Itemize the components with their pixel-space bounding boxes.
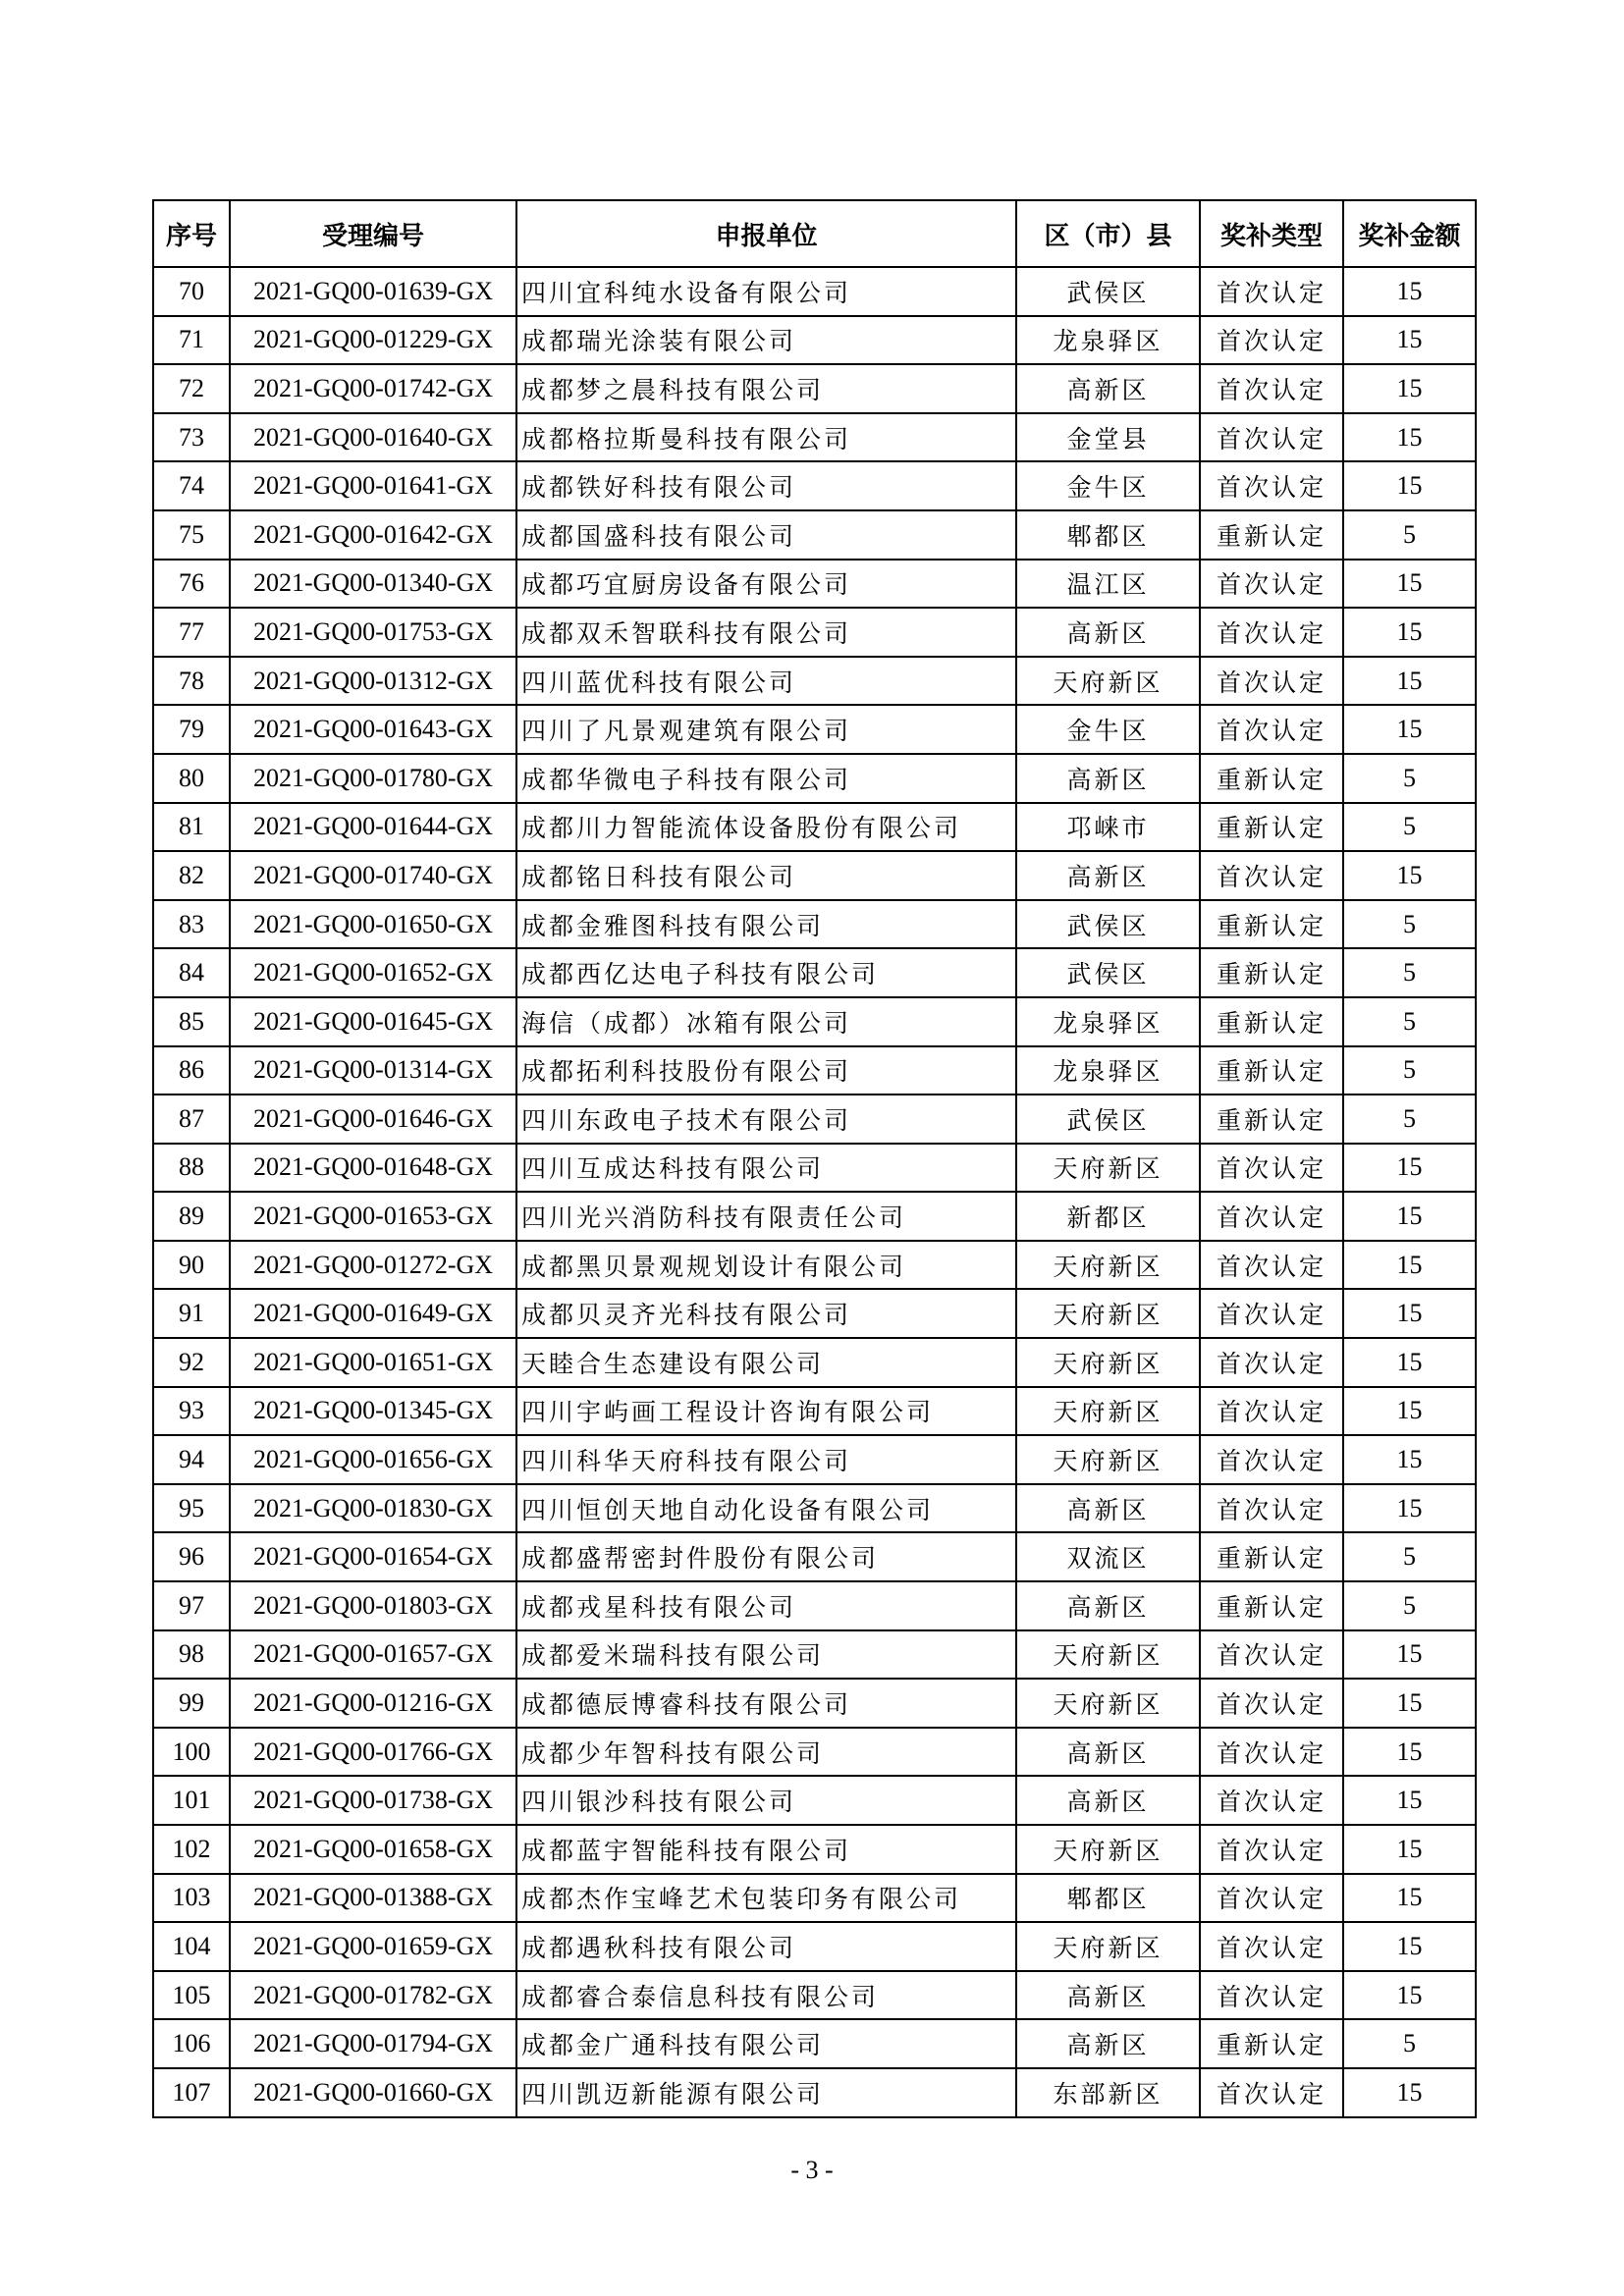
- district-cell: 龙泉驿区: [1016, 1046, 1200, 1095]
- acceptance-number-cell: 2021-GQ00-01794-GX: [230, 2019, 516, 2068]
- award-amount-cell: 15: [1343, 1922, 1476, 1971]
- district-cell: 天府新区: [1016, 1289, 1200, 1338]
- acceptance-number-cell: 2021-GQ00-01645-GX: [230, 997, 516, 1046]
- table-row: [153, 2068, 1476, 2117]
- acceptance-number-cell: 2021-GQ00-01651-GX: [230, 1338, 516, 1387]
- award-amount-cell: 5: [1343, 1532, 1476, 1581]
- seq-cell: 107: [153, 2068, 230, 2117]
- seq-cell: 85: [153, 997, 230, 1046]
- seq-cell: 83: [153, 900, 230, 949]
- applicant-unit-cell: 四川了凡景观建筑有限公司: [516, 705, 1016, 754]
- applicant-unit-cell: 四川科华天府科技有限公司: [516, 1435, 1016, 1484]
- table-row: [153, 1776, 1476, 1825]
- acceptance-number-cell: 2021-GQ00-01656-GX: [230, 1435, 516, 1484]
- seq-cell: 88: [153, 1144, 230, 1193]
- district-cell: 武侯区: [1016, 948, 1200, 997]
- acceptance-number-cell: 2021-GQ00-01654-GX: [230, 1532, 516, 1581]
- table-row: [153, 1874, 1476, 1923]
- seq-cell: 100: [153, 1728, 230, 1777]
- table-row: [153, 1484, 1476, 1533]
- acceptance-number-cell: 2021-GQ00-01803-GX: [230, 1581, 516, 1630]
- district-cell: 龙泉驿区: [1016, 316, 1200, 365]
- seq-cell: 89: [153, 1192, 230, 1241]
- award-amount-cell: 15: [1343, 851, 1476, 900]
- applicant-unit-cell: 天睦合生态建设有限公司: [516, 1338, 1016, 1387]
- acceptance-number-cell: 2021-GQ00-01314-GX: [230, 1046, 516, 1095]
- award-type-cell: 重新认定: [1200, 510, 1343, 560]
- award-amount-cell: 5: [1343, 510, 1476, 560]
- award-type-cell: 首次认定: [1200, 1241, 1343, 1290]
- award-amount-cell: 5: [1343, 803, 1476, 852]
- district-cell: 天府新区: [1016, 657, 1200, 706]
- seq-cell: 72: [153, 364, 230, 413]
- acceptance-number-cell: 2021-GQ00-01649-GX: [230, 1289, 516, 1338]
- district-cell: 高新区: [1016, 608, 1200, 657]
- table-row: [153, 705, 1476, 754]
- award-type-cell: 首次认定: [1200, 608, 1343, 657]
- award-amount-cell: 15: [1343, 413, 1476, 462]
- acceptance-number-cell: 2021-GQ00-01782-GX: [230, 1971, 516, 2020]
- district-cell: 温江区: [1016, 560, 1200, 609]
- applicant-unit-cell: 四川宜科纯水设备有限公司: [516, 267, 1016, 316]
- table-row: [153, 997, 1476, 1046]
- seq-cell: 95: [153, 1484, 230, 1533]
- applicant-unit-cell: 成都格拉斯曼科技有限公司: [516, 413, 1016, 462]
- award-amount-cell: 15: [1343, 1241, 1476, 1290]
- award-amount-cell: 5: [1343, 754, 1476, 803]
- district-cell: 武侯区: [1016, 267, 1200, 316]
- table-row: [153, 316, 1476, 365]
- acceptance-number-cell: 2021-GQ00-01660-GX: [230, 2068, 516, 2117]
- table-row: [153, 1338, 1476, 1387]
- award-list-table: [152, 199, 1477, 2118]
- award-type-cell: 重新认定: [1200, 1581, 1343, 1630]
- district-cell: 天府新区: [1016, 1922, 1200, 1971]
- award-amount-cell: 15: [1343, 1630, 1476, 1680]
- award-type-cell: 首次认定: [1200, 1825, 1343, 1874]
- seq-cell: 92: [153, 1338, 230, 1387]
- seq-cell: 71: [153, 316, 230, 365]
- award-amount-cell: 5: [1343, 1095, 1476, 1144]
- table-row: [153, 560, 1476, 609]
- applicant-unit-cell: 成都睿合泰信息科技有限公司: [516, 1971, 1016, 2020]
- table-row: [153, 1192, 1476, 1241]
- acceptance-number-cell: 2021-GQ00-01740-GX: [230, 851, 516, 900]
- seq-cell: 103: [153, 1874, 230, 1923]
- acceptance-number-cell: 2021-GQ00-01652-GX: [230, 948, 516, 997]
- award-amount-cell: 5: [1343, 1581, 1476, 1630]
- applicant-unit-cell: 成都德辰博睿科技有限公司: [516, 1679, 1016, 1728]
- award-type-cell: 首次认定: [1200, 1922, 1343, 1971]
- applicant-unit-cell: 四川互成达科技有限公司: [516, 1144, 1016, 1193]
- applicant-unit-cell: 成都遇秋科技有限公司: [516, 1922, 1016, 1971]
- table-row: [153, 413, 1476, 462]
- acceptance-number-cell: 2021-GQ00-01642-GX: [230, 510, 516, 560]
- seq-cell: 106: [153, 2019, 230, 2068]
- applicant-unit-cell: 成都贝灵齐光科技有限公司: [516, 1289, 1016, 1338]
- seq-cell: 105: [153, 1971, 230, 2020]
- district-cell: 高新区: [1016, 851, 1200, 900]
- award-type-cell: 重新认定: [1200, 1532, 1343, 1581]
- acceptance-number-cell: 2021-GQ00-01653-GX: [230, 1192, 516, 1241]
- seq-cell: 104: [153, 1922, 230, 1971]
- seq-cell: 91: [153, 1289, 230, 1338]
- seq-cell: 84: [153, 948, 230, 997]
- district-cell: 龙泉驿区: [1016, 997, 1200, 1046]
- award-type-cell: 首次认定: [1200, 851, 1343, 900]
- table-row: [153, 754, 1476, 803]
- award-amount-cell: 15: [1343, 1338, 1476, 1387]
- district-cell: 高新区: [1016, 754, 1200, 803]
- district-cell: 东部新区: [1016, 2068, 1200, 2117]
- award-amount-cell: 15: [1343, 461, 1476, 510]
- seq-cell: 78: [153, 657, 230, 706]
- applicant-unit-cell: 成都华微电子科技有限公司: [516, 754, 1016, 803]
- district-cell: 天府新区: [1016, 1435, 1200, 1484]
- district-cell: 金牛区: [1016, 705, 1200, 754]
- district-cell: 新都区: [1016, 1192, 1200, 1241]
- table-row: [153, 1825, 1476, 1874]
- award-type-cell: 首次认定: [1200, 1484, 1343, 1533]
- award-type-cell: 重新认定: [1200, 997, 1343, 1046]
- district-cell: 郫都区: [1016, 1874, 1200, 1923]
- award-amount-cell: 5: [1343, 948, 1476, 997]
- applicant-unit-cell: 四川银沙科技有限公司: [516, 1776, 1016, 1825]
- award-type-cell: 首次认定: [1200, 267, 1343, 316]
- acceptance-number-cell: 2021-GQ00-01830-GX: [230, 1484, 516, 1533]
- award-type-cell: 首次认定: [1200, 1289, 1343, 1338]
- award-amount-cell: 15: [1343, 1971, 1476, 2020]
- award-amount-cell: 5: [1343, 1046, 1476, 1095]
- table-row: [153, 1387, 1476, 1436]
- district-cell: 金堂县: [1016, 413, 1200, 462]
- district-cell: 天府新区: [1016, 1679, 1200, 1728]
- district-cell: 高新区: [1016, 2019, 1200, 2068]
- award-type-cell: 重新认定: [1200, 900, 1343, 949]
- award-amount-cell: 15: [1343, 1825, 1476, 1874]
- seq-cell: 77: [153, 608, 230, 657]
- applicant-unit-cell: 成都爱米瑞科技有限公司: [516, 1630, 1016, 1680]
- award-amount-cell: 5: [1343, 900, 1476, 949]
- district-cell: 天府新区: [1016, 1387, 1200, 1436]
- award-type-cell: 首次认定: [1200, 1630, 1343, 1680]
- applicant-unit-cell: 成都铁好科技有限公司: [516, 461, 1016, 510]
- seq-cell: 81: [153, 803, 230, 852]
- applicant-unit-cell: 四川东政电子技术有限公司: [516, 1095, 1016, 1144]
- seq-cell: 87: [153, 1095, 230, 1144]
- award-type-cell: 首次认定: [1200, 1679, 1343, 1728]
- applicant-unit-cell: 海信（成都）冰箱有限公司: [516, 997, 1016, 1046]
- award-type-cell: 首次认定: [1200, 1776, 1343, 1825]
- acceptance-number-cell: 2021-GQ00-01643-GX: [230, 705, 516, 754]
- acceptance-number-cell: 2021-GQ00-01742-GX: [230, 364, 516, 413]
- table-row: [153, 1095, 1476, 1144]
- acceptance-number-cell: 2021-GQ00-01738-GX: [230, 1776, 516, 1825]
- seq-cell: 79: [153, 705, 230, 754]
- award-type-cell: 首次认定: [1200, 413, 1343, 462]
- seq-cell: 73: [153, 413, 230, 462]
- seq-cell: 102: [153, 1825, 230, 1874]
- applicant-unit-cell: 四川蓝优科技有限公司: [516, 657, 1016, 706]
- table-row: [153, 2019, 1476, 2068]
- seq-cell: 70: [153, 267, 230, 316]
- district-cell: 邛崃市: [1016, 803, 1200, 852]
- award-amount-cell: 15: [1343, 1776, 1476, 1825]
- applicant-unit-cell: 成都金雅图科技有限公司: [516, 900, 1016, 949]
- district-cell: 天府新区: [1016, 1825, 1200, 1874]
- award-type-cell: 重新认定: [1200, 2019, 1343, 2068]
- table-row: [153, 608, 1476, 657]
- acceptance-number-cell: 2021-GQ00-01388-GX: [230, 1874, 516, 1923]
- seq-cell: 80: [153, 754, 230, 803]
- award-type-cell: 首次认定: [1200, 1435, 1343, 1484]
- acceptance-number-cell: 2021-GQ00-01644-GX: [230, 803, 516, 852]
- applicant-unit-cell: 成都川力智能流体设备股份有限公司: [516, 803, 1016, 852]
- applicant-unit-cell: 四川恒创天地自动化设备有限公司: [516, 1484, 1016, 1533]
- acceptance-number-cell: 2021-GQ00-01312-GX: [230, 657, 516, 706]
- seq-cell: 96: [153, 1532, 230, 1581]
- award-amount-cell: 15: [1343, 316, 1476, 365]
- acceptance-number-cell: 2021-GQ00-01639-GX: [230, 267, 516, 316]
- header-award-amount: 奖补金额: [1343, 200, 1476, 267]
- award-type-cell: 重新认定: [1200, 803, 1343, 852]
- table-row: [153, 851, 1476, 900]
- applicant-unit-cell: 成都蓝宇智能科技有限公司: [516, 1825, 1016, 1874]
- district-cell: 高新区: [1016, 1971, 1200, 2020]
- applicant-unit-cell: 成都梦之晨科技有限公司: [516, 364, 1016, 413]
- acceptance-number-cell: 2021-GQ00-01766-GX: [230, 1728, 516, 1777]
- district-cell: 高新区: [1016, 1581, 1200, 1630]
- acceptance-number-cell: 2021-GQ00-01658-GX: [230, 1825, 516, 1874]
- applicant-unit-cell: 成都黑贝景观规划设计有限公司: [516, 1241, 1016, 1290]
- acceptance-number-cell: 2021-GQ00-01216-GX: [230, 1679, 516, 1728]
- award-amount-cell: 15: [1343, 1484, 1476, 1533]
- table-row: [153, 267, 1476, 316]
- seq-cell: 94: [153, 1435, 230, 1484]
- table-row: [153, 510, 1476, 560]
- award-type-cell: 重新认定: [1200, 948, 1343, 997]
- award-type-cell: 首次认定: [1200, 1874, 1343, 1923]
- applicant-unit-cell: 成都金广通科技有限公司: [516, 2019, 1016, 2068]
- header-award-type: 奖补类型: [1200, 200, 1343, 267]
- district-cell: 双流区: [1016, 1532, 1200, 1581]
- district-cell: 武侯区: [1016, 900, 1200, 949]
- acceptance-number-cell: 2021-GQ00-01641-GX: [230, 461, 516, 510]
- acceptance-number-cell: 2021-GQ00-01640-GX: [230, 413, 516, 462]
- acceptance-number-cell: 2021-GQ00-01646-GX: [230, 1095, 516, 1144]
- acceptance-number-cell: 2021-GQ00-01657-GX: [230, 1630, 516, 1680]
- applicant-unit-cell: 成都巧宜厨房设备有限公司: [516, 560, 1016, 609]
- table-row: [153, 900, 1476, 949]
- district-cell: 郫都区: [1016, 510, 1200, 560]
- acceptance-number-cell: 2021-GQ00-01780-GX: [230, 754, 516, 803]
- district-cell: 高新区: [1016, 364, 1200, 413]
- district-cell: 武侯区: [1016, 1095, 1200, 1144]
- award-amount-cell: 5: [1343, 2019, 1476, 2068]
- seq-cell: 82: [153, 851, 230, 900]
- seq-cell: 101: [153, 1776, 230, 1825]
- acceptance-number-cell: 2021-GQ00-01659-GX: [230, 1922, 516, 1971]
- table-row: [153, 1241, 1476, 1290]
- header-seq: 序号: [153, 200, 230, 267]
- award-amount-cell: 15: [1343, 1874, 1476, 1923]
- table-body: [153, 267, 1476, 2117]
- table-row: [153, 803, 1476, 852]
- district-cell: 高新区: [1016, 1776, 1200, 1825]
- applicant-unit-cell: 成都双禾智联科技有限公司: [516, 608, 1016, 657]
- award-amount-cell: 15: [1343, 705, 1476, 754]
- applicant-unit-cell: 四川光兴消防科技有限责任公司: [516, 1192, 1016, 1241]
- acceptance-number-cell: 2021-GQ00-01345-GX: [230, 1387, 516, 1436]
- award-amount-cell: 15: [1343, 1289, 1476, 1338]
- acceptance-number-cell: 2021-GQ00-01272-GX: [230, 1241, 516, 1290]
- table-row: [153, 364, 1476, 413]
- applicant-unit-cell: 成都盛帮密封件股份有限公司: [516, 1532, 1016, 1581]
- table-row: [153, 1144, 1476, 1193]
- table-header-row: [153, 200, 1476, 267]
- award-amount-cell: 15: [1343, 267, 1476, 316]
- award-type-cell: 首次认定: [1200, 461, 1343, 510]
- table-row: [153, 1971, 1476, 2020]
- award-type-cell: 重新认定: [1200, 1046, 1343, 1095]
- seq-cell: 98: [153, 1630, 230, 1680]
- district-cell: 天府新区: [1016, 1630, 1200, 1680]
- applicant-unit-cell: 成都西亿达电子科技有限公司: [516, 948, 1016, 997]
- seq-cell: 74: [153, 461, 230, 510]
- award-amount-cell: 15: [1343, 1387, 1476, 1436]
- table-row: [153, 1046, 1476, 1095]
- award-amount-cell: 15: [1343, 364, 1476, 413]
- header-applicant-unit: 申报单位: [516, 200, 1016, 267]
- award-amount-cell: 15: [1343, 560, 1476, 609]
- award-amount-cell: 15: [1343, 1144, 1476, 1193]
- acceptance-number-cell: 2021-GQ00-01650-GX: [230, 900, 516, 949]
- acceptance-number-cell: 2021-GQ00-01648-GX: [230, 1144, 516, 1193]
- applicant-unit-cell: 成都少年智科技有限公司: [516, 1728, 1016, 1777]
- seq-cell: 86: [153, 1046, 230, 1095]
- award-type-cell: 重新认定: [1200, 754, 1343, 803]
- table-row: [153, 948, 1476, 997]
- award-type-cell: 重新认定: [1200, 1095, 1343, 1144]
- award-type-cell: 首次认定: [1200, 560, 1343, 609]
- applicant-unit-cell: 成都国盛科技有限公司: [516, 510, 1016, 560]
- page-number: - 3 -: [790, 2156, 834, 2184]
- applicant-unit-cell: 成都杰作宝峰艺术包装印务有限公司: [516, 1874, 1016, 1923]
- table-row: [153, 1679, 1476, 1728]
- table-row: [153, 1728, 1476, 1777]
- award-type-cell: 首次认定: [1200, 364, 1343, 413]
- acceptance-number-cell: 2021-GQ00-01229-GX: [230, 316, 516, 365]
- award-type-cell: 首次认定: [1200, 657, 1343, 706]
- seq-cell: 76: [153, 560, 230, 609]
- table-row: [153, 1581, 1476, 1630]
- award-amount-cell: 15: [1343, 2068, 1476, 2117]
- district-cell: 天府新区: [1016, 1338, 1200, 1387]
- acceptance-number-cell: 2021-GQ00-01753-GX: [230, 608, 516, 657]
- header-acceptance-number: 受理编号: [230, 200, 516, 267]
- award-amount-cell: 15: [1343, 1679, 1476, 1728]
- award-amount-cell: 15: [1343, 1435, 1476, 1484]
- district-cell: 高新区: [1016, 1728, 1200, 1777]
- award-amount-cell: 15: [1343, 1728, 1476, 1777]
- table-row: [153, 1532, 1476, 1581]
- award-type-cell: 首次认定: [1200, 316, 1343, 365]
- award-type-cell: 首次认定: [1200, 1971, 1343, 2020]
- table-row: [153, 1630, 1476, 1680]
- seq-cell: 75: [153, 510, 230, 560]
- table-row: [153, 1289, 1476, 1338]
- table-row: [153, 1435, 1476, 1484]
- award-type-cell: 首次认定: [1200, 1338, 1343, 1387]
- award-type-cell: 首次认定: [1200, 1144, 1343, 1193]
- award-type-cell: 首次认定: [1200, 705, 1343, 754]
- applicant-unit-cell: 四川宇屿画工程设计咨询有限公司: [516, 1387, 1016, 1436]
- award-amount-cell: 15: [1343, 608, 1476, 657]
- award-amount-cell: 15: [1343, 1192, 1476, 1241]
- award-type-cell: 首次认定: [1200, 1728, 1343, 1777]
- applicant-unit-cell: 成都拓利科技股份有限公司: [516, 1046, 1016, 1095]
- district-cell: 天府新区: [1016, 1144, 1200, 1193]
- table-row: [153, 1922, 1476, 1971]
- header-district: 区（市）县: [1016, 200, 1200, 267]
- award-amount-cell: 5: [1343, 997, 1476, 1046]
- applicant-unit-cell: 成都瑞光涂装有限公司: [516, 316, 1016, 365]
- award-amount-cell: 15: [1343, 657, 1476, 706]
- applicant-unit-cell: 成都铭日科技有限公司: [516, 851, 1016, 900]
- award-type-cell: 首次认定: [1200, 2068, 1343, 2117]
- table-row: [153, 461, 1476, 510]
- award-type-cell: 首次认定: [1200, 1387, 1343, 1436]
- applicant-unit-cell: 四川凯迈新能源有限公司: [516, 2068, 1016, 2117]
- seq-cell: 90: [153, 1241, 230, 1290]
- seq-cell: 93: [153, 1387, 230, 1436]
- district-cell: 高新区: [1016, 1484, 1200, 1533]
- seq-cell: 97: [153, 1581, 230, 1630]
- seq-cell: 99: [153, 1679, 230, 1728]
- district-cell: 天府新区: [1016, 1241, 1200, 1290]
- district-cell: 金牛区: [1016, 461, 1200, 510]
- table-row: [153, 657, 1476, 706]
- acceptance-number-cell: 2021-GQ00-01340-GX: [230, 560, 516, 609]
- award-type-cell: 首次认定: [1200, 1192, 1343, 1241]
- applicant-unit-cell: 成都戎星科技有限公司: [516, 1581, 1016, 1630]
